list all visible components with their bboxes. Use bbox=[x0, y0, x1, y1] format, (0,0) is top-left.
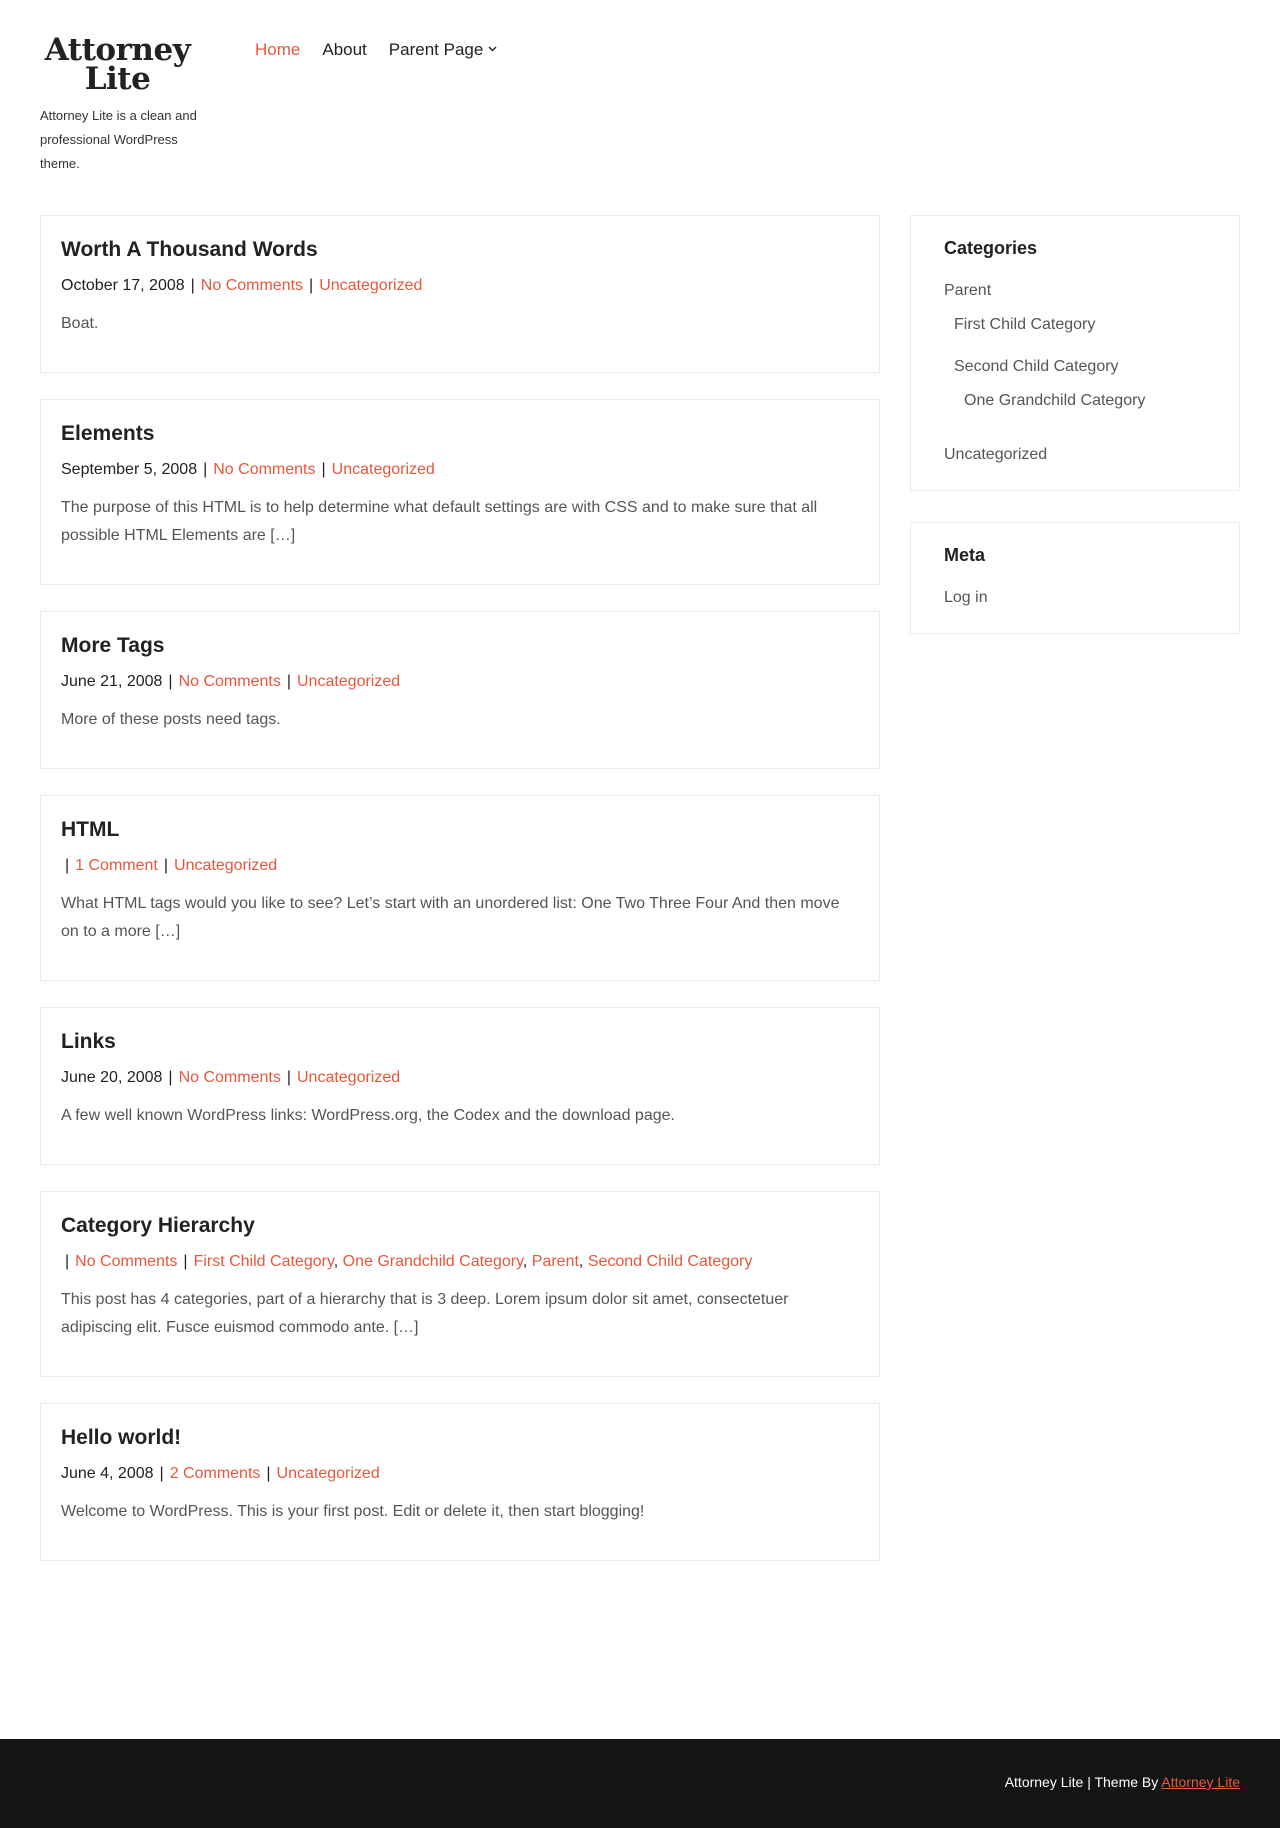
post-date: September 5, 2008 bbox=[61, 461, 198, 478]
post-card bbox=[40, 795, 880, 981]
widget-title: Categories bbox=[944, 238, 1038, 258]
category-list bbox=[944, 280, 1206, 466]
post-date: June 21, 2008 bbox=[61, 673, 163, 690]
post-meta bbox=[61, 275, 859, 297]
meta-separator: | bbox=[286, 1069, 291, 1086]
nav-item-parent-page[interactable] bbox=[389, 40, 498, 60]
post-date: October 17, 2008 bbox=[61, 277, 185, 294]
post-category-link[interactable]: Parent bbox=[531, 1253, 579, 1270]
category-children bbox=[954, 314, 1206, 412]
post-card bbox=[40, 215, 880, 373]
meta-separator: | bbox=[168, 673, 173, 690]
post-meta bbox=[61, 855, 859, 877]
category-item bbox=[954, 356, 1206, 412]
meta-separator: | bbox=[163, 857, 169, 874]
categories-widget bbox=[910, 215, 1240, 491]
category-comma: , bbox=[333, 1253, 343, 1270]
post-comments-link[interactable]: No Comments bbox=[200, 277, 304, 294]
meta-separator: | bbox=[168, 1069, 173, 1086]
post-meta bbox=[61, 459, 859, 481]
meta-separator: | bbox=[65, 1253, 70, 1270]
post-title[interactable]: More Tags bbox=[61, 634, 165, 657]
widget-title: Meta bbox=[944, 545, 986, 565]
meta-separator: | bbox=[203, 461, 208, 478]
post-card bbox=[40, 399, 880, 585]
post-category-link[interactable]: Uncategorized bbox=[296, 673, 401, 690]
category-comma: , bbox=[522, 1253, 532, 1270]
post-title[interactable]: Category Hierarchy bbox=[61, 1214, 255, 1237]
post-category-link[interactable]: Second Child Category bbox=[587, 1253, 753, 1270]
chevron-down-icon bbox=[488, 43, 497, 55]
post-category-link[interactable]: Uncategorized bbox=[174, 857, 278, 874]
post-excerpt: What HTML tags would you like to see? Let’s start with an unordered list: One Two Three Four And then move on to a more […] bbox=[61, 895, 840, 940]
post-excerpt: Welcome to WordPress. This is your first post. Edit or delete it, then start blogging! bbox=[61, 1503, 645, 1520]
post-title[interactable]: Links bbox=[61, 1030, 116, 1053]
post-card bbox=[40, 1007, 880, 1165]
post-category-link[interactable]: One Grandchild Category bbox=[342, 1253, 523, 1270]
branding bbox=[40, 32, 220, 176]
category-children bbox=[964, 390, 1206, 412]
post-category-link[interactable]: Uncategorized bbox=[331, 461, 435, 478]
meta-separator: | bbox=[266, 1465, 271, 1482]
footer-credit-text: Attorney Lite | Theme By bbox=[1004, 1774, 1162, 1790]
meta-separator: | bbox=[183, 1253, 188, 1270]
post-comments-link[interactable]: 2 Comments bbox=[169, 1465, 261, 1482]
post-comments-link[interactable]: No Comments bbox=[178, 1069, 281, 1086]
site-header bbox=[40, 32, 1240, 176]
post-excerpt: This post has 4 categories, part of a hierarchy that is 3 deep. Lorem ipsum dolor sit amet, consectetuer adipiscing elit. Fusce euismod commodo ante. […] bbox=[61, 1291, 789, 1336]
post-meta bbox=[61, 1067, 859, 1089]
category-item bbox=[954, 314, 1206, 336]
post-comments-link[interactable]: 1 Comment bbox=[75, 857, 158, 874]
meta-separator: | bbox=[286, 673, 291, 690]
main-navigation bbox=[255, 40, 519, 60]
category-item bbox=[944, 444, 1206, 466]
post-category-link[interactable]: Uncategorized bbox=[319, 277, 423, 294]
post-card bbox=[40, 1191, 880, 1377]
post-meta bbox=[61, 1251, 859, 1273]
nav-item-home[interactable] bbox=[255, 40, 300, 60]
post-title[interactable]: Worth A Thousand Words bbox=[61, 238, 318, 261]
nav-item-label: Home bbox=[255, 40, 301, 59]
site-tagline: Attorney Lite is a clean and professional WordPress theme. bbox=[40, 108, 197, 171]
category-link-second-child[interactable]: Second Child Category bbox=[954, 358, 1119, 375]
site-footer bbox=[0, 1739, 1280, 1828]
post-excerpt: Boat. bbox=[61, 315, 99, 332]
meta-widget bbox=[910, 522, 1240, 634]
post-title[interactable]: Elements bbox=[61, 422, 155, 445]
post-excerpt: A few well known WordPress links: WordPress.org, the Codex and the download page. bbox=[61, 1107, 675, 1124]
site-logo[interactable] bbox=[40, 32, 195, 97]
category-link-grandchild[interactable]: One Grandchild Category bbox=[964, 392, 1146, 409]
post-title[interactable]: Hello world! bbox=[61, 1426, 182, 1449]
footer-credit bbox=[1005, 1774, 1240, 1790]
category-item bbox=[964, 390, 1206, 412]
post-category-link[interactable]: Uncategorized bbox=[276, 1465, 380, 1482]
footer-credit-link[interactable]: Attorney Lite bbox=[1161, 1774, 1240, 1790]
post-comments-link[interactable]: No Comments bbox=[213, 461, 316, 478]
meta-separator: | bbox=[159, 1465, 164, 1482]
category-comma: , bbox=[578, 1253, 588, 1270]
meta-list bbox=[944, 587, 1206, 609]
post-comments-link[interactable]: No Comments bbox=[75, 1253, 178, 1270]
sidebar bbox=[910, 215, 1240, 665]
logo-line-1: Attorney bbox=[44, 32, 191, 68]
nav-item-about[interactable] bbox=[322, 40, 366, 60]
post-meta bbox=[61, 671, 859, 693]
post-meta bbox=[61, 1463, 859, 1485]
post-date: June 20, 2008 bbox=[61, 1069, 163, 1086]
nav-item-label: About bbox=[322, 40, 367, 59]
post-category-link[interactable]: Uncategorized bbox=[296, 1069, 401, 1086]
meta-separator: | bbox=[309, 277, 314, 294]
post-card bbox=[40, 611, 880, 769]
meta-item bbox=[944, 587, 1206, 609]
category-link-uncategorized[interactable]: Uncategorized bbox=[944, 446, 1048, 463]
category-link-first-child[interactable]: First Child Category bbox=[954, 316, 1096, 333]
nav-item-label: Parent Page bbox=[388, 40, 484, 59]
post-list bbox=[40, 215, 880, 1587]
post-excerpt: The purpose of this HTML is to help determine what default settings are with CSS and to make sure that all possible HTML Elements are […] bbox=[61, 499, 818, 544]
post-card bbox=[40, 1403, 880, 1561]
meta-separator: | bbox=[321, 461, 326, 478]
post-comments-link[interactable]: No Comments bbox=[178, 673, 281, 690]
logo-line-2: Lite bbox=[84, 61, 151, 97]
post-excerpt: More of these posts need tags. bbox=[61, 711, 281, 728]
post-date: June 4, 2008 bbox=[61, 1465, 154, 1482]
meta-separator: | bbox=[190, 277, 195, 294]
post-category-link[interactable]: First Child Category bbox=[193, 1253, 334, 1270]
login-link[interactable]: Log in bbox=[944, 589, 988, 606]
category-link-parent[interactable]: Parent bbox=[944, 282, 992, 299]
meta-separator: | bbox=[65, 857, 70, 874]
post-title[interactable]: HTML bbox=[61, 818, 120, 841]
category-item bbox=[944, 280, 1206, 412]
